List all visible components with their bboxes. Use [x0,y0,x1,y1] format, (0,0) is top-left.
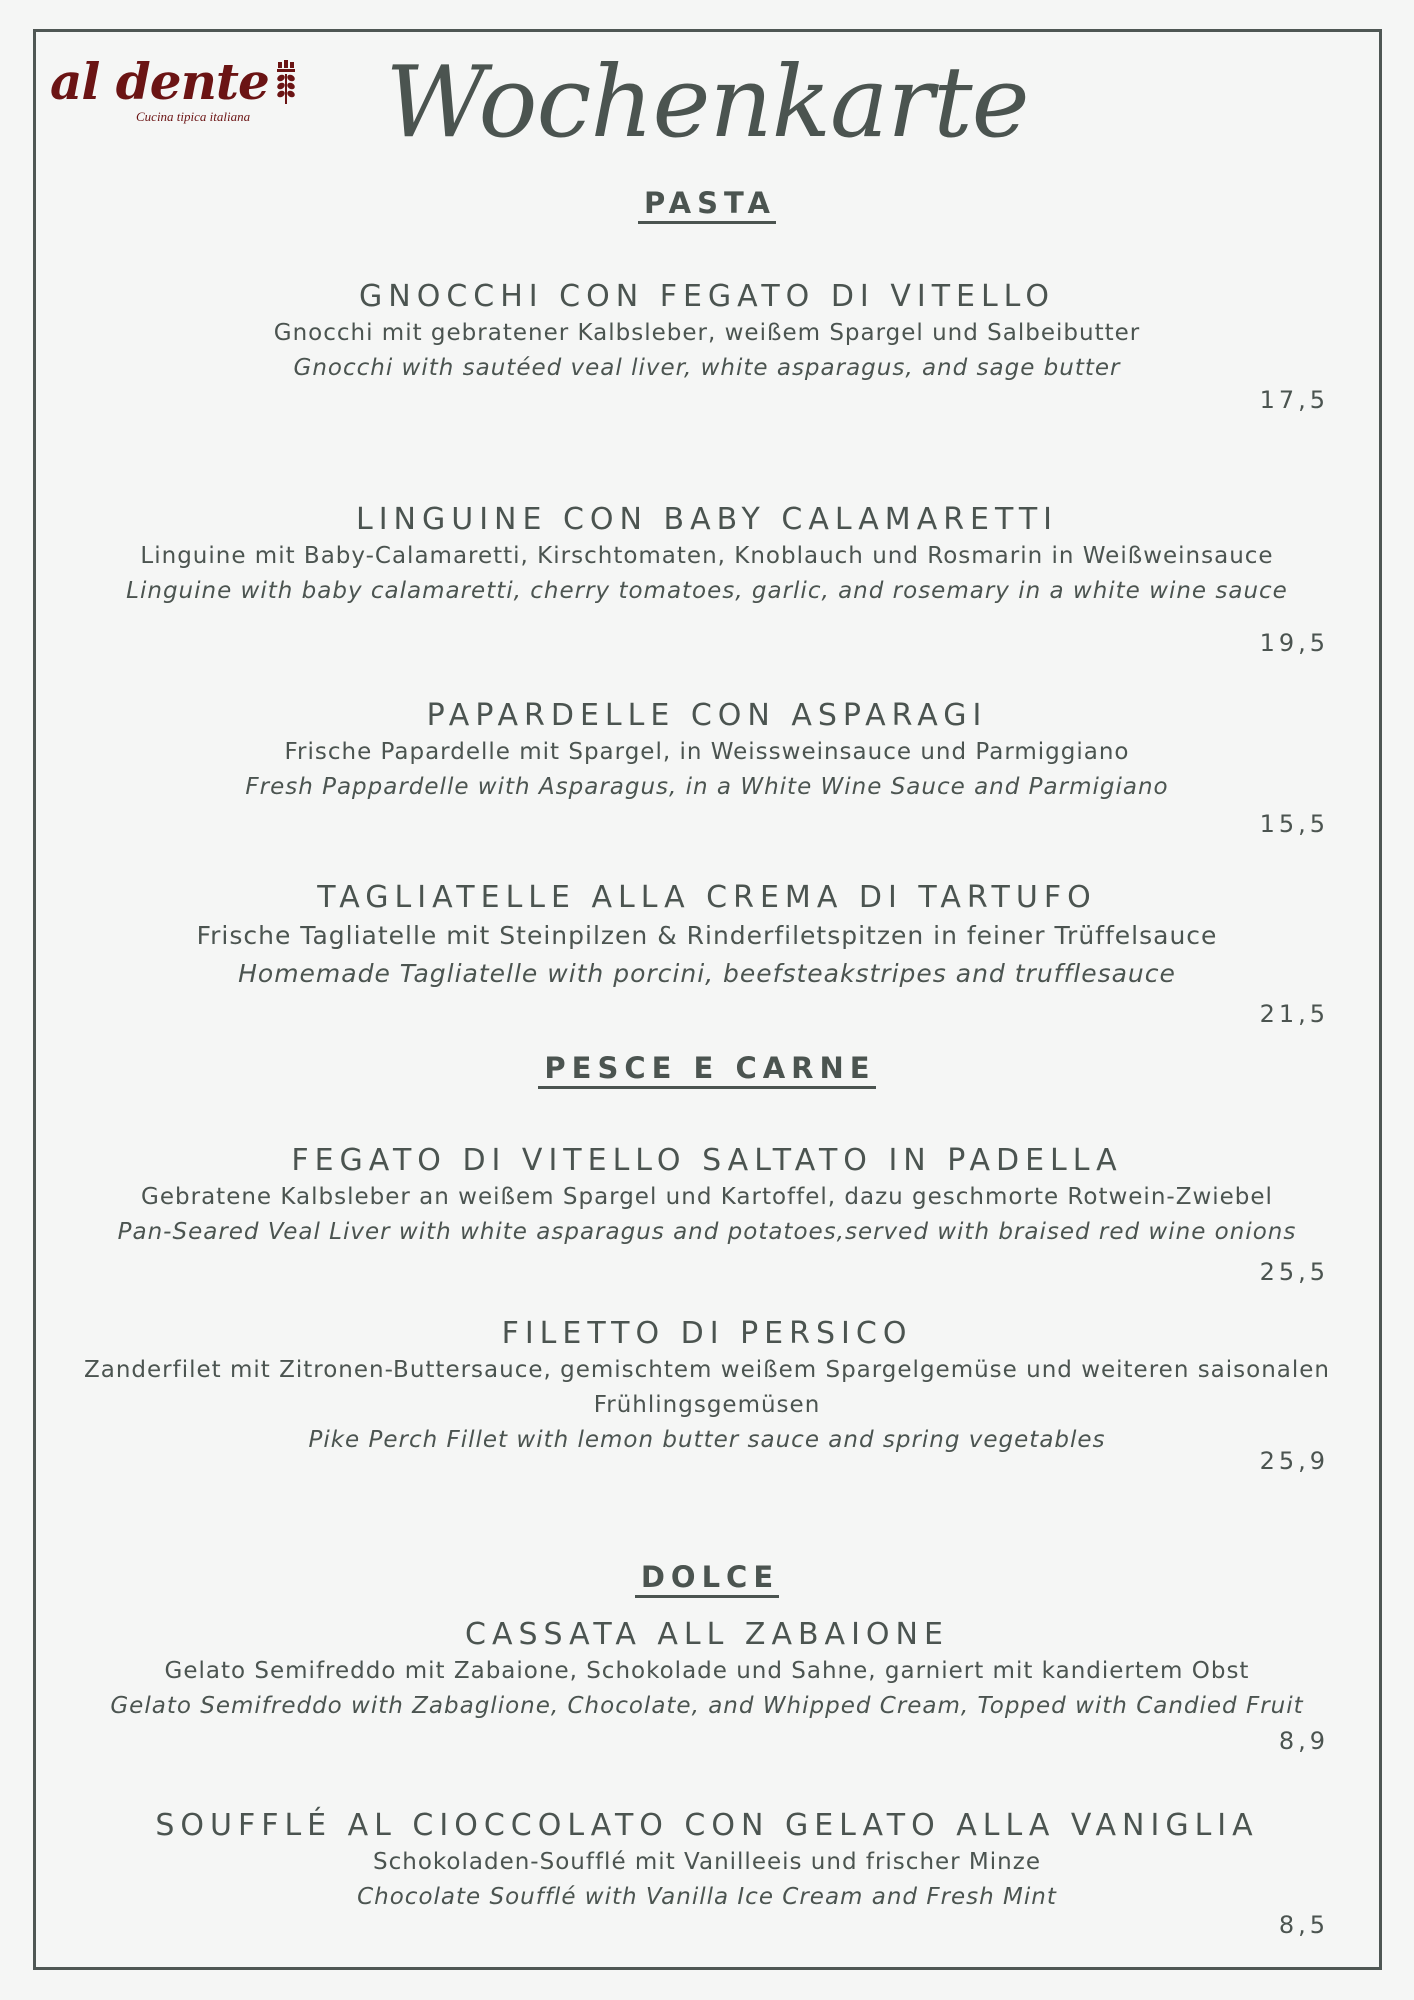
dish-name: FILETTO DI PERSICO [501,1316,913,1351]
dish-name: FEGATO DI VITELLO SALTATO IN PADELLA [291,1143,1123,1178]
dish-price: 19,5 [1259,629,1329,657]
dish-item [0,278,1414,386]
dish-name: PAPARDELLE CON ASPARAGI [426,698,988,733]
dish-description-de: Gebratene Kalbsleber an weißem Spargel und Kartoffel, dazu geschmorte Rotwein-Zwiebel [141,1184,1273,1210]
dish-description-en: Homemade Tagliatelle with porcini, beefsteakstripes and trufflesauce [238,959,1176,988]
dish-description-de: Zanderfilet mit Zitronen-Buttersauce, gemischtem weißem Spargelgemüse und weiteren saisonalen Frühlingsgemüsen [83,1357,1331,1418]
dish-price: 8,5 [1278,1911,1329,1939]
dish-description-en: Linguine with baby calamaretti, cherry tomatoes, garlic, and rosemary in a white wine sauce [126,578,1288,604]
dish-description-en: Gnocchi with sautéed veal liver, white asparagus, and sage butter [293,355,1121,381]
section-heading-dolce [0,1559,1414,1595]
dish-price: 15,5 [1259,810,1329,838]
dish-price: 25,9 [1259,1447,1329,1475]
dish-name: SOUFFLÉ AL CIOCCOLATO CON GELATO ALLA VANIGLIA [155,1808,1259,1843]
dish-item [0,697,1414,805]
logo-brand: al dente [50,52,269,111]
dish-item [0,1142,1414,1250]
dish-description-en: Pike Perch Fillet with lemon butter sauce and spring vegetables [308,1427,1106,1453]
dish-item [0,879,1414,993]
dish-price: 8,9 [1278,1727,1329,1755]
dish-price: 25,5 [1259,1258,1329,1286]
dish-item [0,1807,1414,1915]
dish-item [0,501,1414,609]
dish-name: TAGLIATELLE ALLA CREMA DI TARTUFO [317,880,1097,915]
dish-description-en: Fresh Pappardelle with Asparagus, in a White Wine Sauce and Parmigiano [245,774,1169,800]
dish-description-de: Gnocchi mit gebratener Kalbsleber, weißem Spargel und Salbeibutter [273,320,1141,346]
dish-item [0,1315,1414,1458]
dish-description-de: Linguine mit Baby-Calamaretti, Kirschtomaten, Knoblauch und Rosmarin in Weißweinsauce [140,543,1274,569]
dish-description-en: Gelato Semifreddo with Zabaglione, Chocolate, and Whipped Cream, Topped with Candied Fruit [110,1693,1304,1719]
dish-price: 17,5 [1259,386,1329,414]
dish-description-en: Chocolate Soufflé with Vanilla Ice Cream and Fresh Mint [357,1884,1057,1910]
dish-description-de: Schokoladen-Soufflé mit Vanilleeis und frischer Minze [373,1849,1041,1875]
dish-description-de: Frische Papardelle mit Spargel, in Weissweinsauce und Parmiggiano [284,739,1130,765]
section-heading-pasta [0,185,1414,221]
section-heading-pesce-e-carne [0,1050,1414,1086]
dish-description-de: Frische Tagliatelle mit Steinpilzen & Rinderfiletspitzen in feiner Trüffelsauce [196,921,1218,950]
dish-description-en: Pan-Seared Veal Liver with white asparagus and potatoes,served with braised red wine onions [117,1219,1297,1245]
section-heading-label: DOLCE [635,1560,779,1598]
section-heading-label: PASTA [638,186,776,224]
section-heading-label: PESCE E CARNE [538,1051,875,1089]
dish-name: CASSATA ALL ZABAIONE [465,1617,949,1652]
dish-name: GNOCCHI CON FEGATO DI VITELLO [359,279,1055,314]
dish-price: 21,5 [1259,1000,1329,1028]
dish-description-de: Gelato Semifreddo mit Zabaione, Schokolade und Sahne, garniert mit kandiertem Obst [164,1658,1250,1684]
logo-tagline: Cucina tipica italiana [136,109,251,124]
dish-name: LINGUINE CON BABY CALAMARETTI [355,502,1058,537]
menu-title: Wochenkarte [385,46,1029,160]
dish-item [0,1616,1414,1724]
